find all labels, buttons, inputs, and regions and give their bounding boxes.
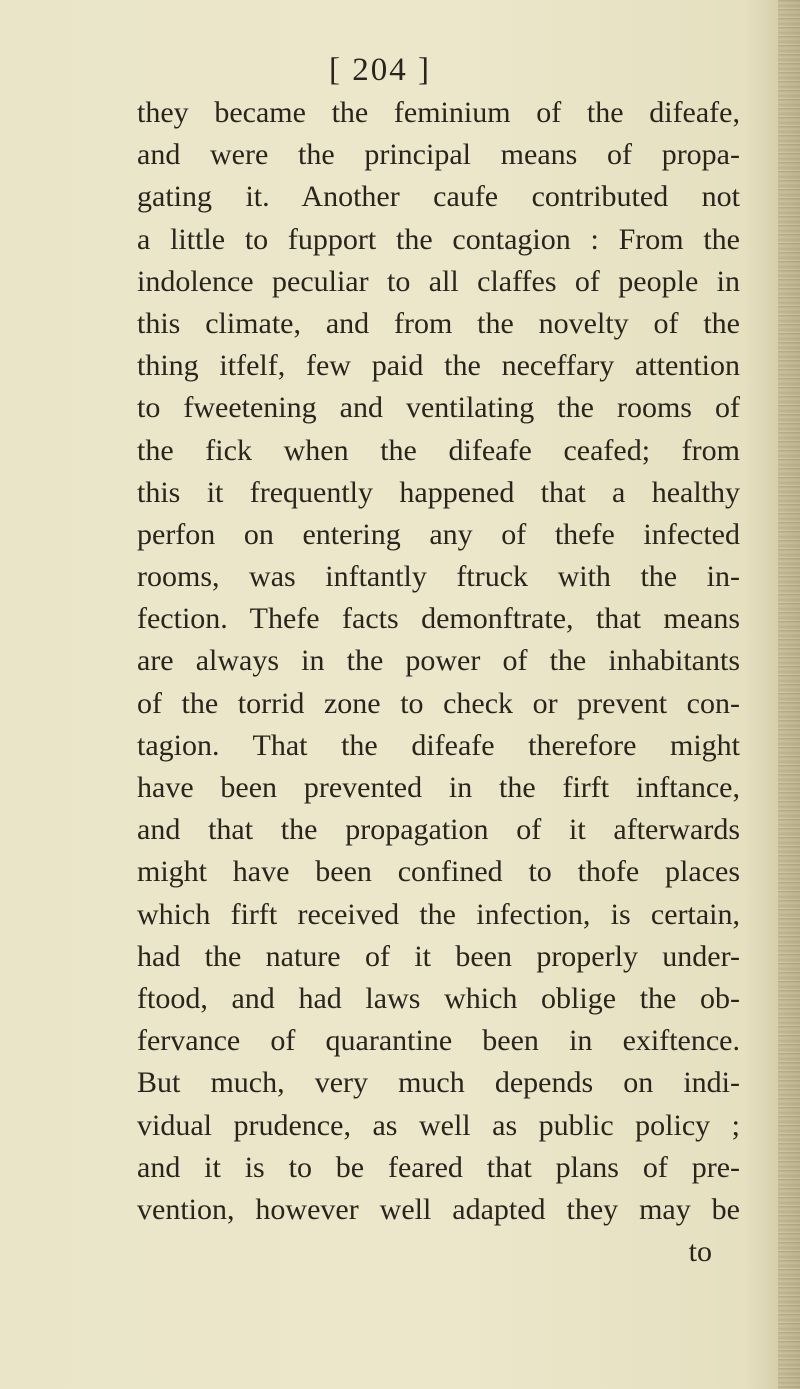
body-text [137,92,740,1273]
text-line: But much, very much depends on indi- [137,1066,740,1100]
text-line: the fick when the difeafe ceafed; from [137,433,740,467]
text-line: a little to fupport the contagion : From the [137,222,740,256]
text-line: ftood, and had laws which oblige the ob- [137,981,740,1015]
text-line: rooms, was inftantly ftruck with the in- [137,560,740,594]
text-line: to fweetening and ventilating the rooms of [137,391,740,425]
text-line: this climate, and from the novelty of the [137,306,740,340]
text-line: they became the feminium of the difeafe, [137,96,740,129]
text-line: fervance of quarantine been in exiftence. [137,1024,740,1058]
text-line: are always in the power of the inhabitants [137,644,740,678]
text-line: have been prevented in the firft inftance, [137,771,740,804]
text-line: vention, however well adapted they may be [137,1192,740,1226]
text-line: indolence peculiar to all claffes of people in [137,264,740,298]
text-line: vidual prudence, as well as public policy ; [137,1108,740,1142]
text-line: of the torrid zone to check or prevent con- [137,686,740,720]
text-line: perfon on entering any of thefe infected [137,517,740,551]
text-line: fection. Thefe facts demonftrate, that means [137,602,740,636]
page-number: [ 204 ] [329,52,431,88]
page-edge [778,0,800,1389]
text-line: this it frequently happened that a healthy [137,475,740,509]
text-line: and were the principal means of propa- [137,138,740,172]
text-line: gating it. Another caufe contributed not [137,180,740,214]
text-line: which firft received the infection, is certain, [137,897,740,931]
text-line: tagion. That the difeafe therefore might [137,728,740,762]
page-header [0,52,800,89]
text-line: and it is to be feared that plans of pre- [137,1150,740,1184]
text-line: thing itfelf, few paid the neceffary attention [137,349,740,383]
text-line: had the nature of it been properly under- [137,939,740,973]
catchword: to [688,1235,712,1269]
text-line: and that the propagation of it afterwards [137,813,740,847]
text-line: might have been confined to thofe places [137,855,740,889]
